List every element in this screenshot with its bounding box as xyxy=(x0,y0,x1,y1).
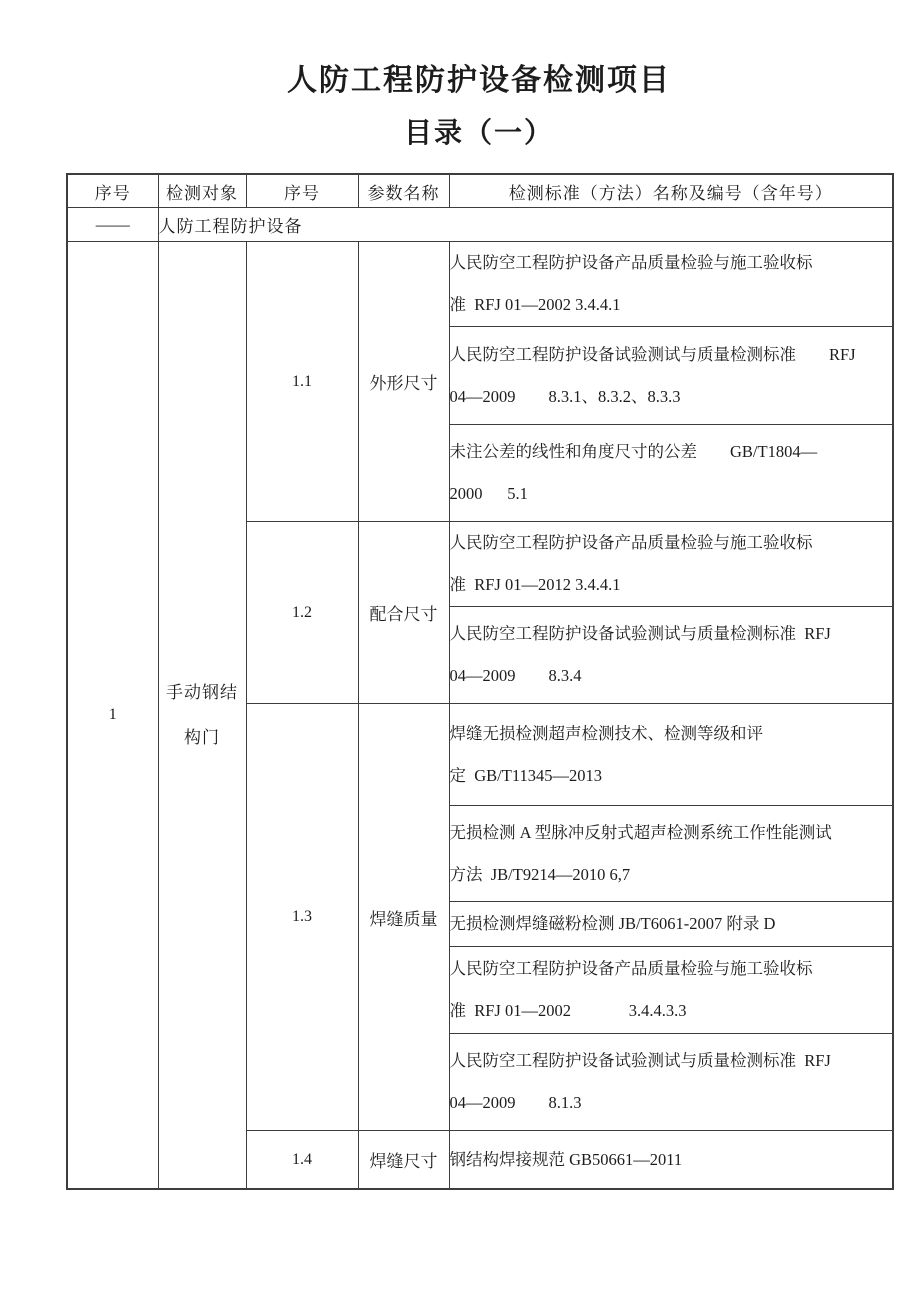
item-serial-cell: 1 xyxy=(67,242,158,1189)
standard-line: 人民防空工程防护设备产品质量检验与施工验收标 xyxy=(449,959,813,979)
standard-cell xyxy=(449,1034,893,1131)
standard-line: 人民防空工程防护设备试验测试与质量检测标准 RFJ xyxy=(449,344,856,364)
standard-line: 未注公差的线性和角度尺寸的公差 GB/T1804— xyxy=(449,442,818,462)
document-title: 人防工程防护设备检测项目 xyxy=(287,64,671,97)
parameter-name-cell: 配合尺寸 xyxy=(358,522,449,704)
standard-line: 定 GB/T11345—2013 xyxy=(449,765,602,785)
header-sub-serial: 序号 xyxy=(246,174,358,208)
standard-cell xyxy=(449,607,893,704)
header-serial: 序号 xyxy=(67,174,158,208)
standard-line: 人民防空工程防护设备产品质量检验与施工验收标 xyxy=(449,253,813,273)
sub-serial-cell: 1.2 xyxy=(246,522,358,704)
test-object-line: 手动钢结 xyxy=(166,683,238,703)
standard-line: 人民防空工程防护设备试验测试与质量检测标准 RFJ xyxy=(449,1051,831,1071)
standard-line: 准 RFJ 01—2012 3.4.4.1 xyxy=(449,575,621,595)
standard-cell xyxy=(449,242,893,327)
parameter-name-cell: 焊缝质量 xyxy=(358,704,449,1131)
standard-cell xyxy=(449,425,893,522)
standard-line: 无损检测焊缝磁粉检测 JB/T6061-2007 附录 D xyxy=(449,914,776,934)
test-object-line: 构门 xyxy=(184,728,220,748)
section-index: —— xyxy=(67,208,158,242)
header-standard-name: 检测标准（方法）名称及编号（含年号） xyxy=(449,174,893,208)
standard-line: 2000 5.1 xyxy=(449,484,528,504)
standard-line: 人民防空工程防护设备产品质量检验与施工验收标 xyxy=(449,533,813,553)
table-body xyxy=(67,242,893,1189)
table-header-row xyxy=(67,174,893,208)
standard-row xyxy=(67,242,893,327)
section-label: 人防工程防护设备 xyxy=(158,208,893,242)
standard-line: 准 RFJ 01—2002 3.4.4.3.3 xyxy=(449,1001,687,1021)
parameter-name-cell: 外形尺寸 xyxy=(358,242,449,522)
standard-cell xyxy=(449,947,893,1034)
test-object-cell xyxy=(158,242,246,1189)
standard-cell xyxy=(449,902,893,947)
standard-line: 04—2009 8.3.1、8.3.2、8.3.3 xyxy=(449,386,681,406)
standard-line: 04—2009 8.3.4 xyxy=(449,666,582,686)
standard-cell xyxy=(449,522,893,607)
document-subtitle: 目录（一） xyxy=(403,118,554,149)
parameter-name-cell: 焊缝尺寸 xyxy=(358,1131,449,1189)
header-parameter-name: 参数名称 xyxy=(358,174,449,208)
standard-cell xyxy=(449,1131,893,1189)
standard-line: 焊缝无损检测超声检测技术、检测等级和评 xyxy=(449,723,763,743)
standard-line: 人民防空工程防护设备试验测试与质量检测标准 RFJ xyxy=(449,624,831,644)
standard-cell xyxy=(449,327,893,425)
sub-serial-cell: 1.1 xyxy=(246,242,358,522)
sub-serial-cell: 1.3 xyxy=(246,704,358,1131)
standard-cell xyxy=(449,806,893,902)
section-row xyxy=(67,208,893,242)
sub-serial-cell: 1.4 xyxy=(246,1131,358,1189)
catalog-table xyxy=(66,173,894,1190)
standard-line: 04—2009 8.1.3 xyxy=(449,1093,582,1113)
document-page xyxy=(66,0,892,1190)
standard-line: 钢结构焊接规范 GB50661—2011 xyxy=(449,1149,683,1169)
standard-line: 准 RFJ 01—2002 3.4.4.1 xyxy=(449,295,621,315)
standard-line: 方法 JB/T9214—2010 6,7 xyxy=(449,864,631,884)
standard-line: 无损检测 A 型脉冲反射式超声检测系统工作性能测试 xyxy=(449,822,832,842)
header-test-object: 检测对象 xyxy=(158,174,246,208)
standard-cell xyxy=(449,704,893,806)
